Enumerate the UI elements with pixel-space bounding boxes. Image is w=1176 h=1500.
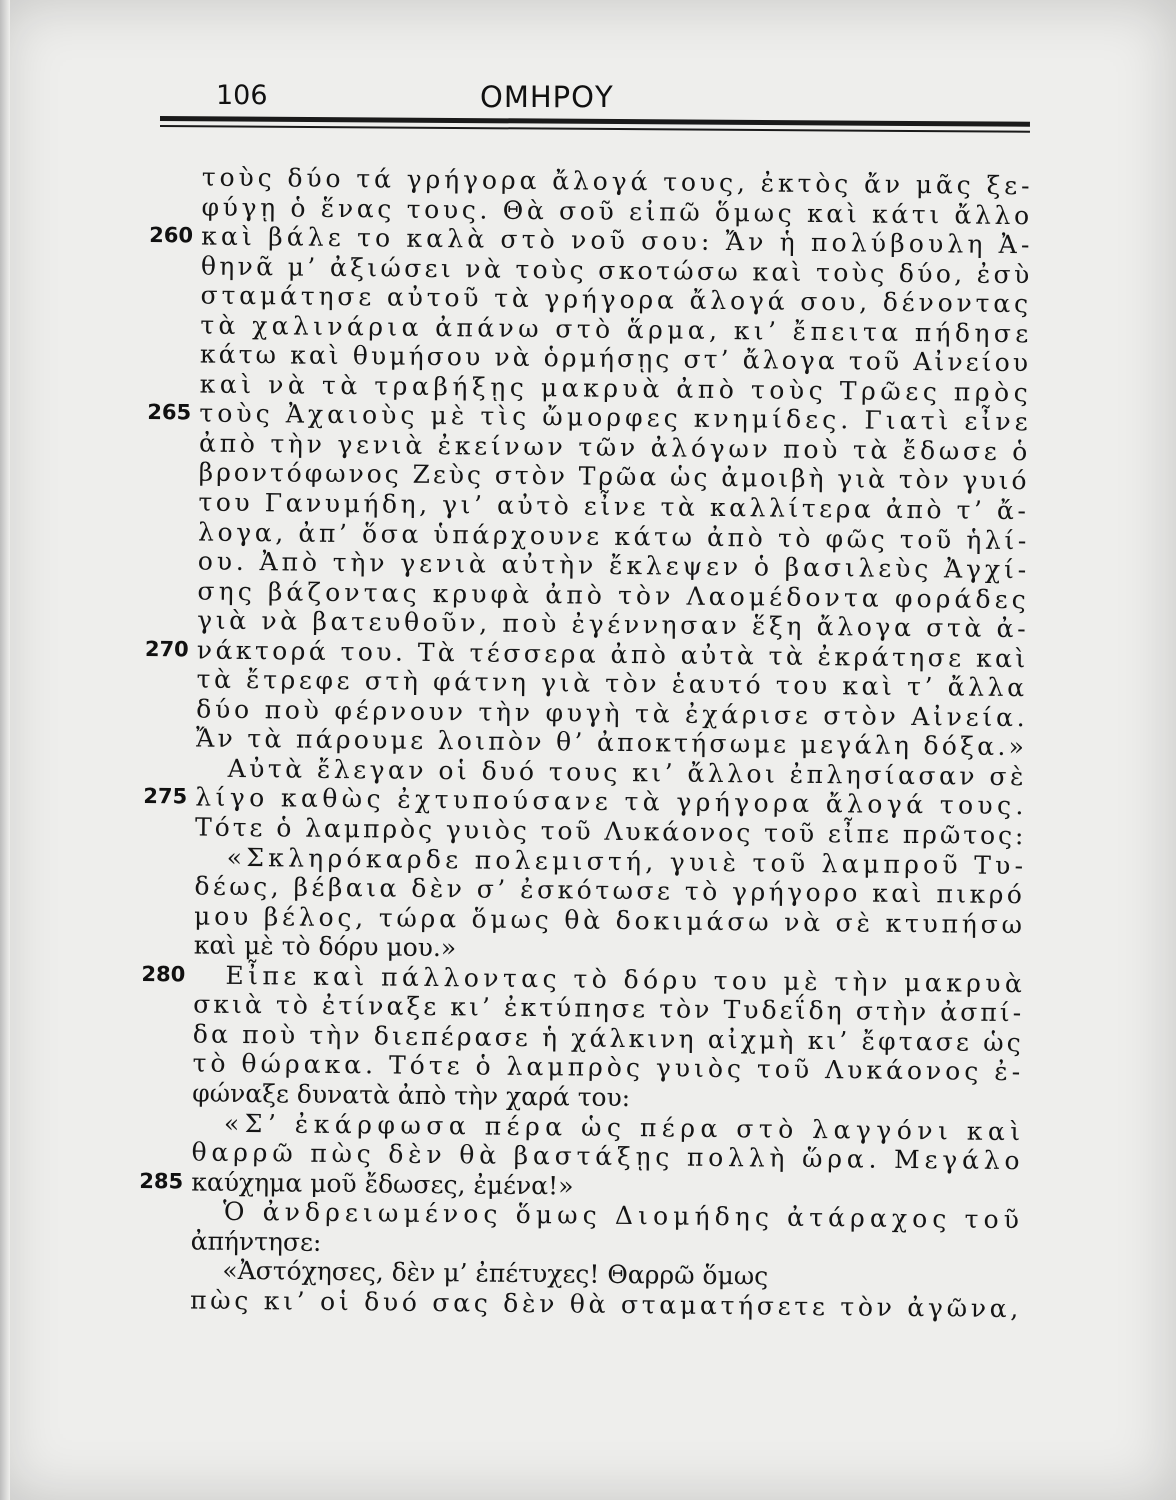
line-text: θηνᾶ μ’ ἀξιώσει νὰ τοὺς σκοτώσω καὶ τοὺς δύο, ἐσὺ bbox=[200, 251, 1033, 289]
line-text: Ὁ ἀνδρειωμένος ὅμως Διομήδης ἀτάραχος τοῦ bbox=[222, 1196, 1025, 1235]
line-text: φώναξε δυνατὰ ἀπὸ τὴν χαρά του: bbox=[192, 1078, 631, 1113]
line-text: δέως, βέβαια δὲν σ’ ἐσκότωσε τὸ γρήγορο καὶ πικρό bbox=[194, 871, 1026, 910]
line-text: τοὺς Ἀχαιοὺς μὲ τὶς ὤμορφες κνημίδες. Γιατὶ εἶνε bbox=[199, 398, 1032, 437]
line-number: 265 bbox=[147, 400, 192, 425]
line-text: καύχημα μοῦ ἔδωσες, ἐμένα!» bbox=[191, 1167, 574, 1201]
line-text: θαρρῶ πὼς δὲν θὰ βαστάξῃς πολλὴ ὥρα. Μεγάλο bbox=[191, 1137, 1025, 1176]
body-text bbox=[138, 162, 1034, 1323]
line-text: τὰ ἔτρεφε στὴ φάτνη γιὰ τὸν ἑαυτό του καὶ τ’ ἄλλα bbox=[196, 664, 1028, 703]
line-text: ἀπὸ τὴν γενιὰ ἐκείνων τῶν ἀλόγων ποὺ τὰ ἔδωσε ὁ bbox=[198, 428, 1032, 467]
line-text: κάτω καὶ θυμήσου νὰ ὁρμήσῃς στ’ ἄλογα τοῦ Αἰνείου bbox=[199, 339, 1032, 378]
line-text: δύο ποὺ φέρνουν τὴν φυγὴ τὰ ἐχάρισε στὸν Αἰνεία. bbox=[196, 694, 1029, 733]
line-text: ου. Ἀπὸ τὴν γενιὰ αὐτὴν ἔκλεψεν ὁ βασιλεὺς Ἀγχί- bbox=[197, 546, 1031, 585]
line-text: πὼς κι’ οἱ δυό σας δὲν θὰ σταματήσετε τὸν ἀγῶνα, bbox=[189, 1285, 1023, 1323]
line-text: τὰ χαλινάρια ἀπάνω στὸ ἅρμα, κι’ ἔπειτα πήδησε bbox=[200, 310, 1033, 348]
line-number: 260 bbox=[149, 223, 194, 248]
header-rule-thin bbox=[160, 125, 1030, 133]
line-text: καὶ νὰ τὰ τραβήξῃς μακρυὰ ἀπὸ τοὺς Τρῶες πρὸς bbox=[199, 369, 1033, 408]
page-number: 106 bbox=[216, 80, 268, 111]
line-number: 280 bbox=[141, 961, 186, 987]
line-text: Εἶπε καὶ πάλλοντας τὸ δόρυ του μὲ τὴν μακρυὰ bbox=[225, 960, 1027, 998]
line-text: «Ἀστόχησες, δὲν μ’ ἐπέτυχες! Θαρρῶ ὅμως bbox=[222, 1256, 769, 1291]
line-text: νάκτορά του. Τὰ τέσσερα ἀπὸ αὐτὰ τὰ ἐκράτησε καὶ bbox=[196, 635, 1029, 673]
line-text: φύγῃ ὁ ἕνας τους. Θὰ σοῦ εἰπῶ ὅμως καὶ κάτι ἄλλο bbox=[201, 192, 1034, 230]
line-text: «Σ’ ἐκάρφωσα πέρα ὡς πέρα στὸ λαγγόνι καὶ bbox=[223, 1108, 1026, 1146]
page-header bbox=[160, 70, 1030, 150]
line-text: καὶ μὲ τὸ δόρυ μου.» bbox=[193, 930, 457, 963]
line-number: 285 bbox=[139, 1168, 184, 1193]
line-number: 270 bbox=[144, 636, 189, 662]
line-text: δα ποὺ τὴν διεπέρασε ἡ χάλκινη αἰχμὴ κι’ ἔφτασε ὡς bbox=[192, 1019, 1024, 1058]
line-text: μου βέλος, τώρα ὅμως θὰ δοκιμάσω νὰ σὲ κτυπήσω bbox=[193, 901, 1026, 939]
line-text: τὸ θώρακα. Τότε ὁ λαμπρὸς γυιὸς τοῦ Λυκάονος ἐ- bbox=[192, 1048, 1025, 1087]
line-text: «Σκληρόκαρδε πολεμιστή, γυιὲ τοῦ λαμπροῦ Τυ- bbox=[226, 842, 1028, 880]
running-title: ΟΜΗΡΟΥ bbox=[480, 80, 614, 114]
line-text: σης βάζοντας κρυφὰ ἀπὸ τὸν Λαομέδοντα φοράδες bbox=[197, 576, 1031, 614]
line-text: Αὐτὰ ἔλεγαν οἱ δυό τους κι’ ἄλλοι ἐπλησίασαν σὲ bbox=[227, 753, 1028, 792]
line-text: καὶ βάλε το καλὰ στὸ νοῦ σου: Ἄν ἡ πολύβουλη Ἀ- bbox=[201, 221, 1034, 260]
line-number: 275 bbox=[143, 784, 188, 809]
line-text: βροντόφωνος Ζεὺς στὸν Τρῶα ὡς ἀμοιβὴ γιὰ τὸν γυιό bbox=[198, 457, 1030, 496]
page-edge-shadow bbox=[0, 0, 10, 1500]
line-text: τοὺς δύο τά γρήγορα ἄλογά τους, ἐκτὸς ἄν μᾶς ξε- bbox=[201, 162, 1034, 201]
line-text: Τότε ὁ λαμπρὸς γυιὸς τοῦ Λυκάονος τοῦ εἶπε πρῶτος: bbox=[194, 812, 1027, 851]
line-text: σταμάτησε αὐτοῦ τὰ γρήγορα ἄλογά σου, δένοντας bbox=[200, 280, 1033, 319]
line-text: του Γανυμήδη, γι’ αὐτὸ εἶνε τὰ καλλίτερα ἀπὸ τ’ ἄ- bbox=[198, 487, 1030, 526]
line-text: σκιὰ τὸ ἐτίναξε κι’ ἐκτύπησε τὸν Τυδεΐδη στὴν ἀσπί- bbox=[193, 989, 1025, 1028]
line-text: ἀπήντησε: bbox=[190, 1226, 322, 1257]
line-text: γιὰ νὰ βατευθοῦν, ποὺ ἐγέννησαν ἕξη ἄλογα στὰ ἀ- bbox=[197, 605, 1030, 644]
line-text: λογα, ἀπ’ ὅσα ὑπάρχουνε κάτω ἀπὸ τὸ φῶς τοῦ ἡλί- bbox=[197, 517, 1031, 555]
line-text: λίγο καθὼς ἐχτυπούσανε τὰ γρήγορα ἄλογά τους. bbox=[195, 782, 1029, 821]
line-text: Ἄν τὰ πάρουμε λοιπὸν θ’ ἀποκτήσωμε μεγάλη δόξα.» bbox=[195, 723, 1028, 762]
